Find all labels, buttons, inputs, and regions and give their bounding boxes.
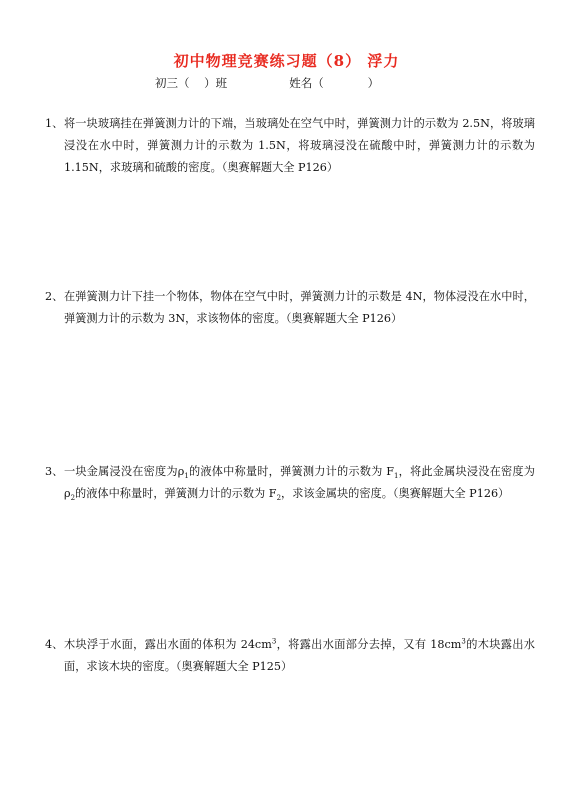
text-fragment: 木块浮于水面，露出水面的体积为 24cm	[64, 638, 272, 651]
question-text: 将一块玻璃挂在弹簧测力计的下端，当玻璃处在空气中时，弹簧测力计的示数为 2.5N，将玻璃浸没在水中时，弹簧测力计的示数为 1.5N，将玻璃浸没在硫酸中时，弹簧测力计的示数为 1.15N，求玻璃和硫酸的密度。（奥赛解题大全 P126）	[64, 117, 535, 174]
question-number: 2、	[45, 290, 64, 303]
question-number: 3、	[45, 465, 64, 478]
question-text	[64, 634, 535, 678]
question-1	[45, 113, 535, 179]
class-label: 初三（ ）班	[155, 76, 228, 90]
question-2	[45, 286, 535, 330]
text-fragment: ，将此金属块浸没在密度为ρ	[64, 465, 535, 500]
subscript: 1	[184, 472, 189, 481]
text-fragment: 的液体中称量时，弹簧测力计的示数为 F	[188, 465, 394, 478]
text-fragment: 的木块露出水面，求该木块的密度。（奥赛解题大全 P125）	[64, 638, 535, 673]
name-label: 姓名（ ）	[289, 76, 380, 90]
superscript: 3	[461, 637, 466, 646]
question-4	[45, 634, 535, 678]
question-3	[45, 461, 535, 505]
question-text: 在弹簧测力计下挂一个物体，物体在空气中时，弹簧测力计的示数是 4N，物体浸没在水中时，弹簧测力计的示数为 3N，求该物体的密度。（奥赛解题大全 P126）	[64, 290, 535, 325]
subscript: 1	[393, 472, 399, 481]
question-number: 4、	[45, 638, 64, 651]
page-title: 初中物理竞赛练习题（8） 浮力	[173, 52, 400, 70]
text-fragment: ，将露出水面部分去掉，又有 18cm	[276, 638, 462, 651]
text-fragment: 的液体中称量时，弹簧测力计的示数为 F	[75, 487, 277, 500]
question-number: 1、	[45, 117, 64, 130]
student-info-line	[155, 75, 379, 91]
text-fragment: ，求该金属块的密度。（奥赛解题大全 P126）	[281, 487, 510, 500]
superscript: 3	[271, 637, 277, 646]
question-text	[64, 461, 535, 505]
subscript: 2	[70, 494, 76, 503]
subscript: 2	[276, 494, 282, 503]
text-fragment: 一块金属浸没在密度为ρ	[64, 465, 185, 478]
